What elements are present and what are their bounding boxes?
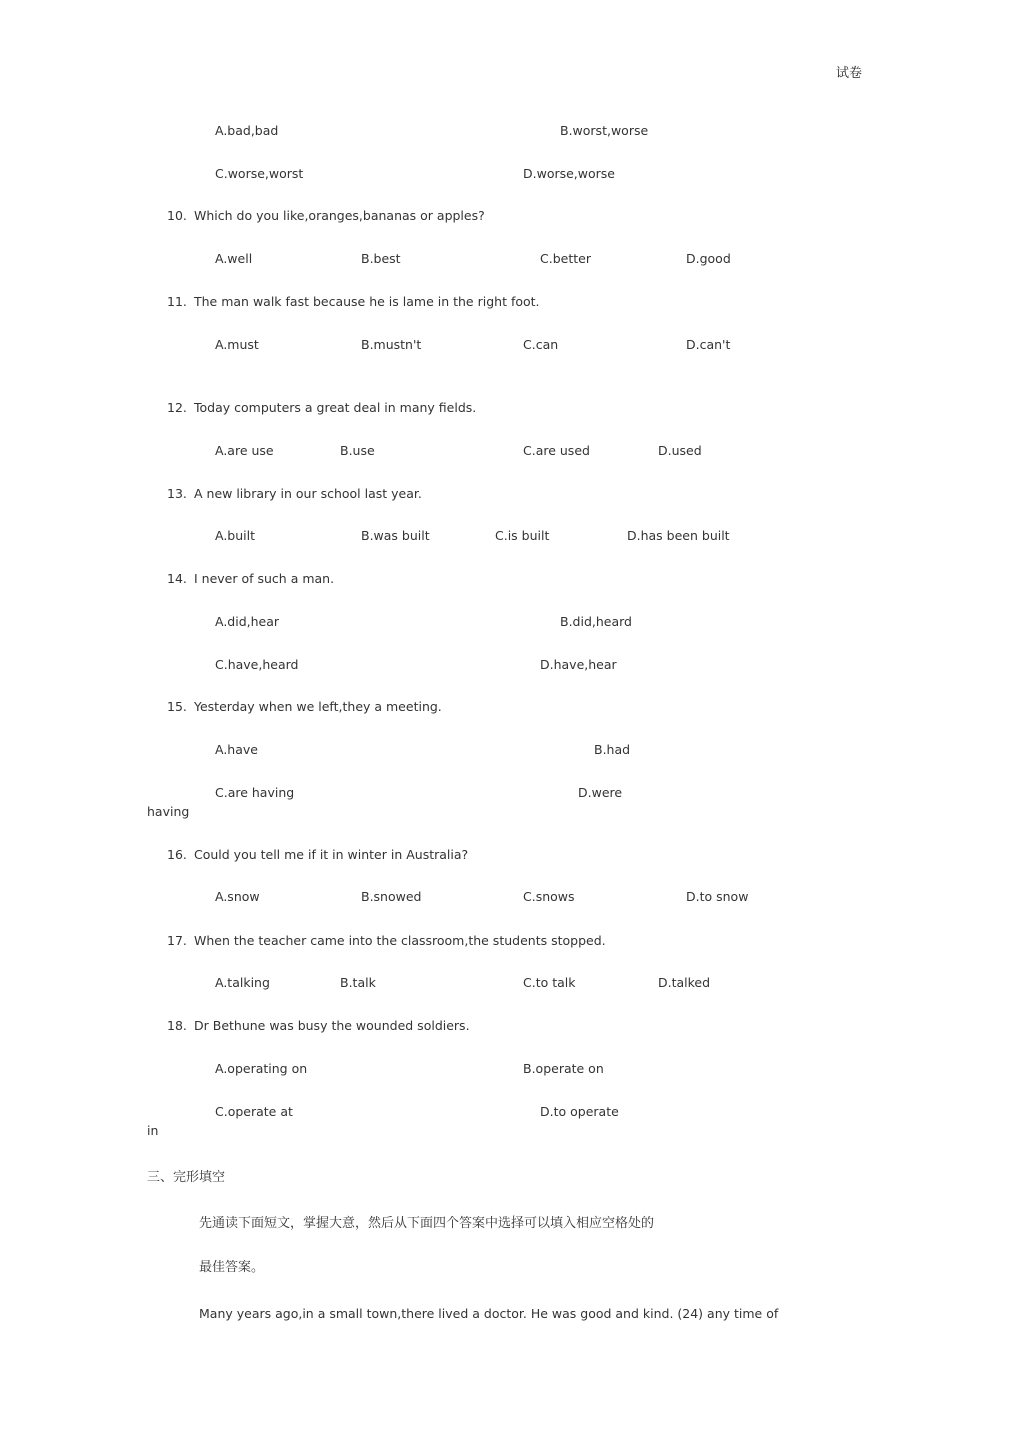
q18-option-d-wrap: in	[147, 1123, 159, 1138]
q9-option-b: B.worst,worse	[560, 123, 649, 138]
q10-text: Which do you like,oranges,bananas or apples?	[194, 208, 485, 223]
q17-option-a: A.talking	[215, 975, 270, 990]
instruction-line-1: 先通读下面短文，掌握大意，然后从下面四个答案中选择可以填入相应空格处的	[199, 1216, 655, 1231]
q12-text: Today computers a great deal in many fields.	[194, 400, 477, 415]
q15-option-d-wrap: having	[147, 804, 190, 819]
passage-line-1: Many years ago,in a small town,there lived a doctor. He was good and kind. (24) any time of	[199, 1306, 779, 1321]
q12-option-b: B.use	[340, 443, 375, 458]
q16-option-b: B.snowed	[361, 889, 422, 904]
q12-option-d: D.used	[658, 443, 702, 458]
q14-text: I never of such a man.	[194, 571, 335, 586]
q14-option-c: C.have,heard	[215, 657, 299, 672]
q16-option-c: C.snows	[523, 889, 575, 904]
q12-number: 12.	[167, 400, 187, 415]
q17-text: When the teacher came into the classroom,the students stopped.	[194, 933, 606, 948]
q11-option-a: A.must	[215, 337, 259, 352]
q13-option-a: A.built	[215, 528, 256, 543]
q11-option-d: D.can't	[686, 337, 731, 352]
q16-text: Could you tell me if it in winter in Australia?	[194, 847, 469, 862]
q15-option-c: C.are having	[215, 785, 295, 800]
q9-option-d: D.worse,worse	[523, 166, 615, 181]
q10-option-b: B.best	[361, 251, 401, 266]
q16-number: 16.	[167, 847, 187, 862]
q13-number: 13.	[167, 486, 187, 501]
q9-option-c: C.worse,worst	[215, 166, 304, 181]
q10-option-c: C.better	[540, 251, 591, 266]
instruction-line-2: 最佳答案。	[199, 1260, 265, 1275]
q18-number: 18.	[167, 1018, 187, 1033]
q15-number: 15.	[167, 699, 187, 714]
q14-option-d: D.have,hear	[540, 657, 617, 672]
q10-option-a: A.well	[215, 251, 253, 266]
page-header-label: 试卷	[836, 66, 863, 81]
q13-text: A new library in our school last year.	[194, 486, 422, 501]
q17-option-c: C.to talk	[523, 975, 576, 990]
q9-option-a: A.bad,bad	[215, 123, 279, 138]
q18-option-b: B.operate on	[523, 1061, 604, 1076]
q11-text: The man walk fast because he is lame in the right foot.	[194, 294, 540, 309]
q10-number: 10.	[167, 208, 187, 223]
q10-option-d: D.good	[686, 251, 731, 266]
q18-option-a: A.operating on	[215, 1061, 308, 1076]
q15-text: Yesterday when we left,they a meeting.	[194, 699, 442, 714]
q11-option-c: C.can	[523, 337, 559, 352]
q18-option-d: D.to operate	[540, 1104, 619, 1119]
q14-option-b: B.did,heard	[560, 614, 632, 629]
q15-option-d: D.were	[578, 785, 623, 800]
q18-option-c: C.operate at	[215, 1104, 293, 1119]
q17-option-b: B.talk	[340, 975, 376, 990]
q11-option-b: B.mustn't	[361, 337, 422, 352]
q12-option-c: C.are used	[523, 443, 590, 458]
q12-option-a: A.are use	[215, 443, 274, 458]
q16-option-d: D.to snow	[686, 889, 749, 904]
q14-option-a: A.did,hear	[215, 614, 280, 629]
q17-number: 17.	[167, 933, 187, 948]
q18-text: Dr Bethune was busy the wounded soldiers.	[194, 1018, 470, 1033]
q13-option-d: D.has been built	[627, 528, 730, 543]
q16-option-a: A.snow	[215, 889, 260, 904]
q14-number: 14.	[167, 571, 187, 586]
q17-option-d: D.talked	[658, 975, 711, 990]
q11-number: 11.	[167, 294, 187, 309]
q13-option-c: C.is built	[495, 528, 550, 543]
q13-option-b: B.was built	[361, 528, 430, 543]
q15-option-a: A.have	[215, 742, 258, 757]
q15-option-b: B.had	[594, 742, 631, 757]
section-title: 三、完形填空	[147, 1170, 226, 1185]
